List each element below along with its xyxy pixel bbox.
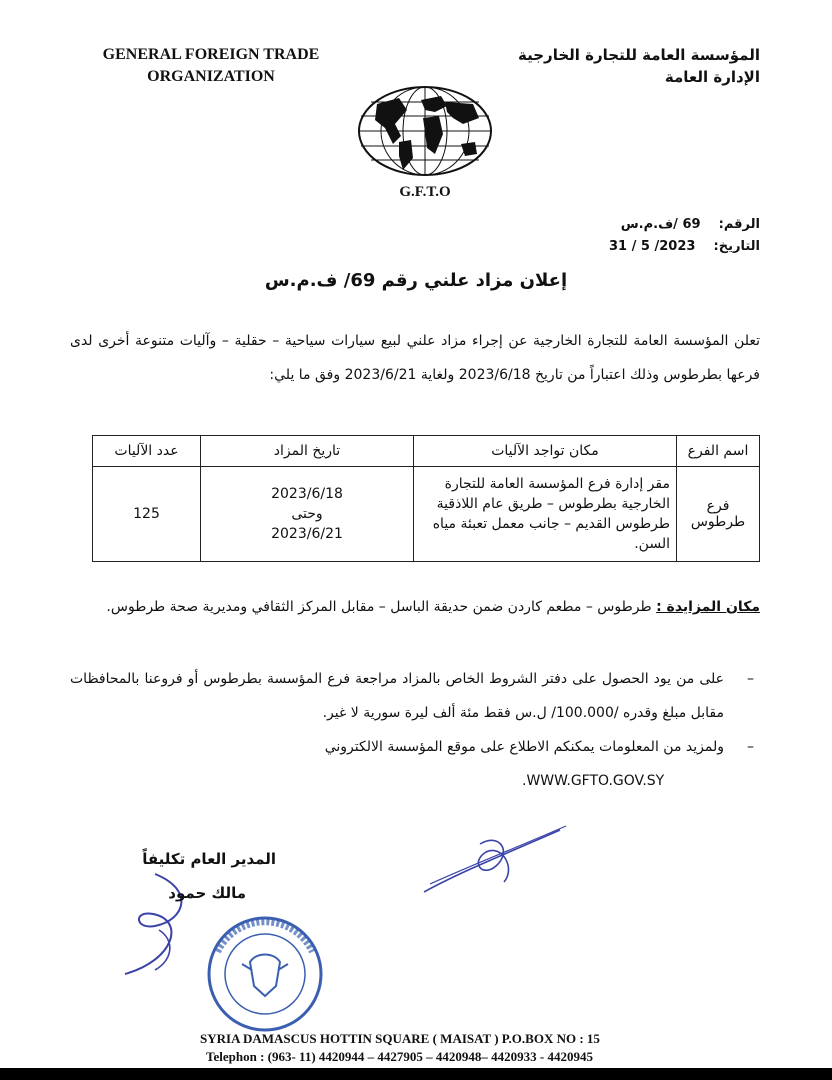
table-cell-location: مقر إدارة فرع المؤسسة العامة للتجارة الخارجية بطرطوس – طريق عام اللاذقية طرطوس القديم – جانب معمل تعبئة مياه السن. [414,467,677,562]
scan-bottom-edge [0,1068,832,1080]
globe-logo-icon [355,84,495,179]
website-link[interactable]: .WWW.GFTO.GOV.SY [522,773,665,789]
org-name-arabic [518,44,760,88]
auction-table [92,435,760,562]
bullet-dash: – [747,739,754,755]
table-header-row [93,436,760,467]
bullet-dash: – [747,671,754,687]
table-cell-date [201,467,414,562]
org-name-ar-line1: المؤسسة العامة للتجارة الخارجية [518,46,760,64]
list-item [70,730,760,764]
reference-date-value: 31 / 5 /2023 [609,239,696,254]
note-conditions-book: على من يود الحصول على دفتر الشروط الخاص بالمزاد مراجعة فرع المؤسسة بطرطوس أو فروعنا بالمحافظات مقابل مبلغ وقدره /100.000/ ل.س فقط مئة ألف ليرة سورية لا غير. [70,671,724,721]
table-header-location: مكان تواجد الآليات [414,436,677,467]
note-more-info: ولمزيد من المعلومات يمكنكم الاطلاع على موقع المؤسسة الالكتروني [324,739,724,755]
official-stamp-icon [190,912,340,1032]
auction-place-label: مكان المزايدة : [656,599,760,615]
table-header-count: عدد الآليات [93,436,201,467]
footer [200,1030,600,1066]
org-name-english [96,44,326,88]
list-item [70,662,760,730]
date-to: 2023/6/21 [271,526,343,542]
reference-number-row [609,214,760,236]
signature-name: مالك حمود [168,884,246,902]
handwritten-signature-icon [420,822,570,902]
announcement-title: إعلان مزاد علني رقم 69/ ف.م.س [264,270,568,291]
table-row [93,467,760,562]
date-from: 2023/6/18 [271,486,343,502]
footer-telephone: Telephon : (963- 11) 4420944 – 4427905 – 4420948– 4420933 - 4420945 [206,1049,593,1064]
signature-block [142,842,276,910]
reference-date-label: التاريخ: [713,239,760,254]
reference-number-label: الرقم: [718,217,760,232]
table-cell-branch: فرع طرطوس [677,467,760,562]
footer-address: SYRIA DAMASCUS HOTTIN SQUARE ( MAISAT ) P.O.BOX NO : 15 [200,1031,600,1046]
intro-paragraph: تعلن المؤسسة العامة للتجارة الخارجية عن إجراء مزاد علني لبيع سيارات سياحية – حقلية – وآليات متنوعة أخرى لدى فرعها بطرطوس وذلك اعتباراً من تاريخ 2023/6/18 ولغاية 2023/6/21 وفق ما يلي: [70,333,760,383]
table-header-date: تاريخ المزاد [201,436,414,467]
auction-place [70,590,760,624]
org-name-en-line1: GENERAL FOREIGN TRADE [102,46,320,63]
notes-list [70,662,760,798]
reference-date-row [609,236,760,258]
org-name-en-line2: ORGANIZATION [147,68,275,85]
org-name-ar-line2: الإدارة العامة [664,68,760,86]
auction-place-text: طرطوس – مطعم كاردن ضمن حديقة الباسل – مقابل المركز الثقافي ومديرية صحة طرطوس. [106,599,652,615]
date-separator: وحتى [291,506,323,522]
reference-number-value: 69 /ف.م.س [620,217,701,232]
table-cell-count: 125 [93,467,201,562]
logo-text: G.F.T.O [399,184,451,200]
signature-title: المدير العام تكليفاً [142,850,276,868]
table-header-branch: اسم الفرع [677,436,760,467]
reference-block [609,214,760,258]
